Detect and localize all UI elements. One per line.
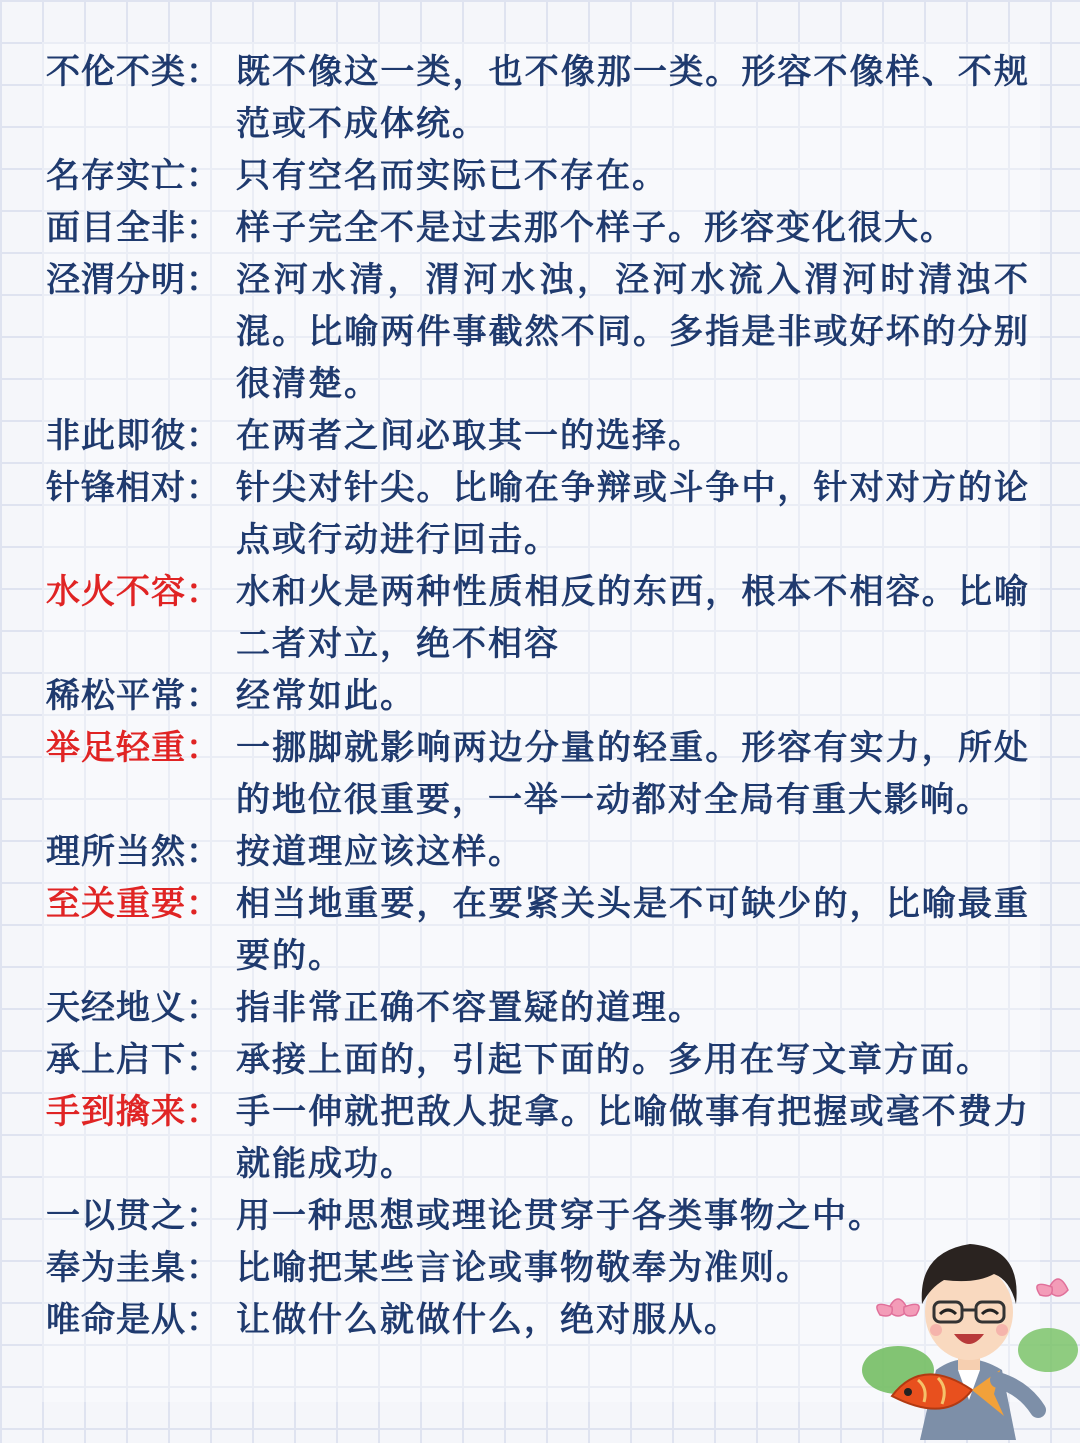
idiom-entry [46, 254, 1036, 410]
idiom-definition: 按道理应该这样。 [236, 832, 524, 872]
idiom-definition: 相当地重要，在要紧关头是不可缺少的，比喻最重要的。 [236, 884, 1030, 976]
idiom-entry [46, 670, 1036, 722]
idiom-entry [46, 1086, 1036, 1190]
idiom-entry [46, 722, 1036, 826]
idiom-definition: 经常如此。 [236, 676, 416, 716]
idiom-list [46, 46, 1036, 1346]
idiom-entry [46, 1034, 1036, 1086]
idiom-definition: 指非常正确不容置疑的道理。 [236, 988, 704, 1028]
idiom-term: 理所当然： [46, 832, 221, 872]
idiom-term: 不伦不类： [46, 52, 221, 92]
idiom-definition: 一挪脚就影响两边分量的轻重。形容有实力，所处的地位很重要，一举一动都对全局有重大影响。 [236, 728, 1030, 820]
idiom-term-highlighted: 水火不容： [46, 572, 221, 612]
idiom-term: 一以贯之： [46, 1196, 221, 1236]
idiom-entry [46, 826, 1036, 878]
idiom-term: 稀松平常： [46, 676, 221, 716]
idiom-term: 泾渭分明： [46, 260, 221, 300]
idiom-entry [46, 410, 1036, 462]
idiom-definition: 用一种思想或理论贯穿于各类事物之中。 [236, 1196, 884, 1236]
idiom-term: 承上启下： [46, 1040, 221, 1080]
idiom-term: 非此即彼： [46, 416, 221, 456]
idiom-definition: 样子完全不是过去那个样子。形容变化很大。 [236, 208, 956, 248]
idiom-entry [46, 982, 1036, 1034]
idiom-definition: 让做什么就做什么，绝对服从。 [236, 1300, 740, 1340]
idiom-term: 名存实亡： [46, 156, 221, 196]
idiom-term-highlighted: 举足轻重： [46, 728, 221, 768]
idiom-term: 唯命是从： [46, 1300, 221, 1340]
idiom-definition: 既不像这一类，也不像那一类。形容不像样、不规范或不成体统。 [236, 52, 1030, 144]
idiom-definition: 比喻把某些言论或事物敬奉为准则。 [236, 1248, 812, 1288]
idiom-definition: 在两者之间必取其一的选择。 [236, 416, 704, 456]
idiom-entry [46, 150, 1036, 202]
idiom-definition: 针尖对针尖。比喻在争辩或斗争中，针对对方的论点或行动进行回击。 [236, 468, 1030, 560]
idiom-term-highlighted: 手到擒来： [46, 1092, 221, 1132]
idiom-term: 针锋相对： [46, 468, 221, 508]
idiom-definition: 承接上面的，引起下面的。多用在写文章方面。 [236, 1040, 992, 1080]
idiom-definition: 手一伸就把敌人捉拿。比喻做事有把握或毫不费力就能成功。 [236, 1092, 1030, 1184]
idiom-entry [46, 46, 1036, 150]
idiom-definition: 只有空名而实际已不存在。 [236, 156, 668, 196]
idiom-entry [46, 566, 1036, 670]
idiom-entry [46, 878, 1036, 982]
idiom-definition: 泾河水清，渭河水浊，泾河水流入渭河时清浊不混。比喻两件事截然不同。多指是非或好坏的分别很清楚。 [236, 260, 1030, 404]
teacher-mascot-icon [858, 1220, 1080, 1443]
idiom-term: 天经地义： [46, 988, 221, 1028]
idiom-term-highlighted: 至关重要： [46, 884, 221, 924]
idiom-term: 面目全非： [46, 208, 221, 248]
idiom-definition: 水和火是两种性质相反的东西，根本不相容。比喻二者对立，绝不相容 [236, 572, 1030, 664]
idiom-term: 奉为圭臬： [46, 1248, 221, 1288]
idiom-entry [46, 202, 1036, 254]
idiom-entry [46, 462, 1036, 566]
